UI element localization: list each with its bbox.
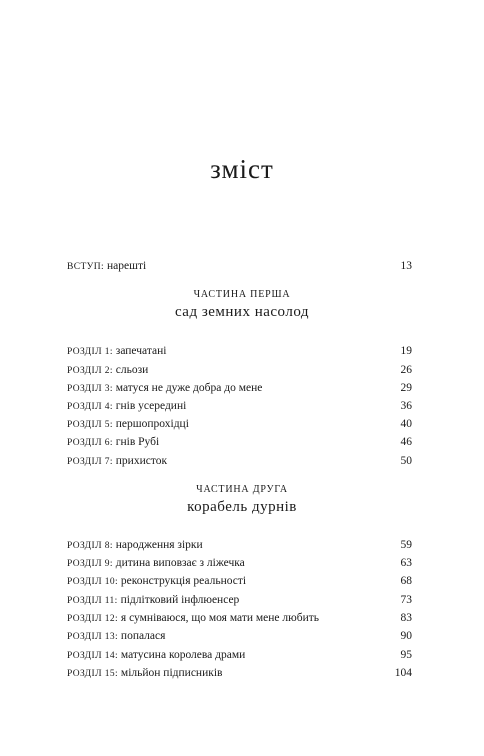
page-title: зміст bbox=[210, 154, 274, 184]
entry-title: матуся не дуже добра до мене bbox=[115, 382, 263, 394]
part-one-title: сад земних насолод bbox=[174, 304, 310, 320]
entry-prefix: РОЗДІЛ 7: bbox=[67, 457, 113, 467]
entry-page-number: 19 bbox=[400, 345, 412, 357]
entry-title: нарешті bbox=[106, 260, 147, 272]
entry-page-number: 90 bbox=[400, 630, 412, 642]
entry-title: сльози bbox=[115, 364, 149, 376]
entry-title: першопрохідці bbox=[115, 418, 189, 430]
entry-prefix: РОЗДІЛ 8: bbox=[67, 541, 113, 551]
entry-prefix: РОЗДІЛ 3: bbox=[67, 384, 113, 394]
entry-prefix: РОЗДІЛ 6: bbox=[67, 438, 113, 448]
entry-page-number: 68 bbox=[400, 575, 412, 587]
entry-prefix: РОЗДІЛ 9: bbox=[67, 559, 113, 569]
entry-page-number: 29 bbox=[400, 382, 412, 394]
entry-page-number: 26 bbox=[400, 364, 412, 376]
entry-prefix: РОЗДІЛ 2: bbox=[67, 366, 113, 376]
entry-prefix: РОЗДІЛ 12: bbox=[67, 614, 119, 624]
entry-prefix: ВСТУП: bbox=[67, 262, 105, 272]
entry-page-number: 46 bbox=[400, 436, 412, 448]
entry-title: дитина виповзає з ліжечка bbox=[115, 557, 245, 569]
entry-prefix: РОЗДІЛ 4: bbox=[67, 402, 113, 412]
entry-title: прихисток bbox=[115, 455, 168, 467]
toc-entry-chapter-1[interactable] bbox=[67, 343, 412, 359]
toc-entry-chapter-5[interactable] bbox=[67, 416, 412, 432]
part-two-title: корабель дурнів bbox=[187, 499, 297, 515]
toc-entry-chapter-14[interactable] bbox=[67, 647, 412, 663]
entry-page-number: 104 bbox=[394, 667, 412, 679]
toc-entry-chapter-2[interactable] bbox=[67, 362, 412, 378]
entry-title: попалася bbox=[120, 630, 166, 642]
toc-entry-chapter-3[interactable] bbox=[67, 380, 412, 396]
entry-prefix: РОЗДІЛ 11: bbox=[67, 596, 118, 606]
entry-prefix: РОЗДІЛ 15: bbox=[67, 669, 119, 679]
toc-entry-chapter-15[interactable] bbox=[67, 665, 412, 681]
entry-title: запечатані bbox=[115, 345, 167, 357]
entry-page-number: 36 bbox=[400, 400, 412, 412]
entry-title: народження зірки bbox=[115, 539, 203, 551]
toc-entry-chapter-10[interactable] bbox=[67, 573, 412, 589]
entry-page-number: 73 bbox=[400, 594, 412, 606]
entry-title: гнів усередині bbox=[115, 400, 187, 412]
entry-title: я сумніваюся, що моя мати мене любить bbox=[120, 612, 320, 624]
entry-title: матусина королева драми bbox=[120, 649, 246, 661]
toc-entry-chapter-7[interactable] bbox=[67, 453, 412, 469]
toc-entry-chapter-9[interactable] bbox=[67, 555, 412, 571]
entry-page-number: 95 bbox=[400, 649, 412, 661]
entry-prefix: РОЗДІЛ 13: bbox=[67, 632, 119, 642]
entry-prefix: РОЗДІЛ 14: bbox=[67, 651, 119, 661]
entry-prefix: РОЗДІЛ 5: bbox=[67, 420, 113, 430]
entry-page-number: 50 bbox=[400, 455, 412, 467]
entry-page-number: 59 bbox=[400, 539, 412, 551]
entry-page-number: 13 bbox=[400, 260, 412, 272]
toc-entry-chapter-6[interactable] bbox=[67, 434, 412, 450]
toc-entry-intro[interactable] bbox=[67, 258, 412, 274]
toc-entry-chapter-13[interactable] bbox=[67, 628, 412, 644]
part-two-label: ЧАСТИНА ДРУГА bbox=[196, 484, 288, 495]
entry-prefix: РОЗДІЛ 10: bbox=[67, 577, 119, 587]
toc-entry-chapter-11[interactable] bbox=[67, 592, 412, 608]
part-one-label: ЧАСТИНА ПЕРША bbox=[193, 289, 291, 300]
entry-title: мільйон підписників bbox=[120, 667, 223, 679]
entry-page-number: 40 bbox=[400, 418, 412, 430]
entry-prefix: РОЗДІЛ 1: bbox=[67, 347, 113, 357]
toc-entry-chapter-12[interactable] bbox=[67, 610, 412, 626]
toc-entry-chapter-8[interactable] bbox=[67, 537, 412, 553]
toc-entry-chapter-4[interactable] bbox=[67, 398, 412, 414]
entry-title: гнів Рубі bbox=[115, 436, 160, 448]
entry-page-number: 83 bbox=[400, 612, 412, 624]
entry-page-number: 63 bbox=[400, 557, 412, 569]
entry-title: підлітковий інфлюенсер bbox=[120, 594, 240, 606]
entry-title: реконструкція реальності bbox=[120, 575, 247, 587]
